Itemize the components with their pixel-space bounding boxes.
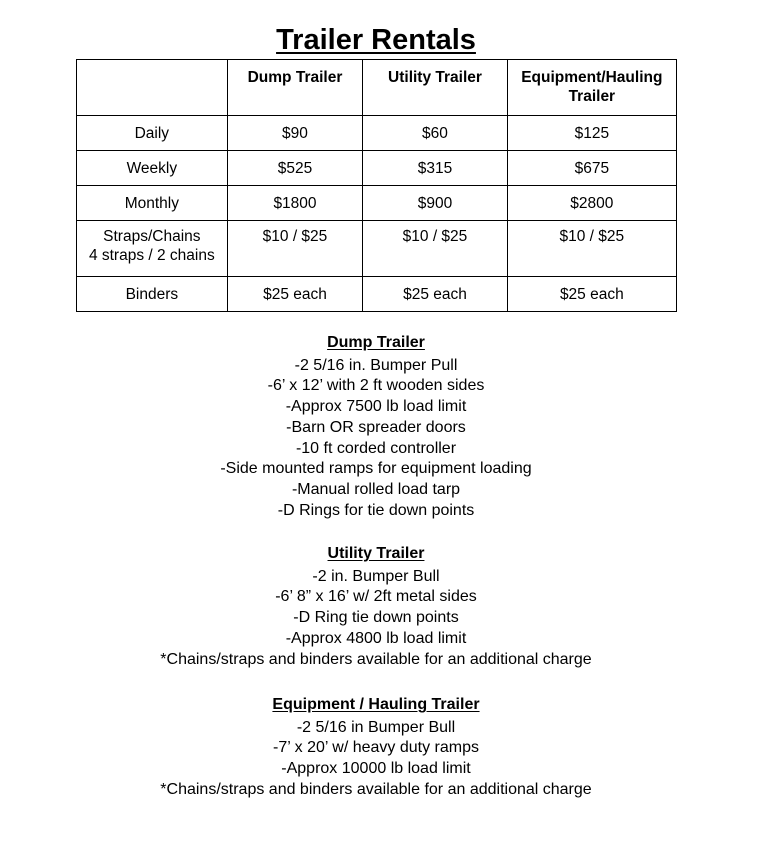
spec-line: -Approx 10000 lb load limit	[281, 760, 471, 778]
spec-line: -7’ x 20’ w/ heavy duty ramps	[272, 739, 479, 757]
table-cell: $525	[227, 151, 363, 186]
page-title: Trailer Rentals	[276, 24, 476, 56]
table-cell: $125	[507, 116, 676, 151]
header-cell-empty	[77, 60, 228, 116]
equipment-trailer-specs	[0, 695, 752, 801]
spec-line: -2 5/16 in Bumper Bull	[296, 718, 456, 736]
table-cell: $10 / $25	[363, 221, 507, 277]
row-label-sub: 4 straps / 2 chains	[88, 247, 215, 264]
spec-line: -D Rings for tie down points	[277, 501, 475, 519]
spec-note: *Chains/straps and binders available for an additional charge	[160, 650, 592, 668]
table-row-weekly	[77, 151, 677, 186]
spec-line: -Manual rolled load tarp	[291, 480, 461, 498]
table-cell: $10 / $25	[507, 221, 676, 277]
table-cell: $2800	[507, 186, 676, 221]
table-header-row	[77, 60, 677, 116]
row-label-main: Straps/Chains	[103, 228, 201, 245]
section-heading: Utility Trailer	[327, 545, 425, 562]
table-cell: $25 each	[227, 277, 363, 312]
table-cell: $90	[227, 116, 363, 151]
table-row-daily	[77, 116, 677, 151]
spec-line: -D Ring tie down points	[293, 609, 459, 627]
rental-rates-table	[76, 59, 677, 312]
table-row-monthly	[77, 186, 677, 221]
header-cell-dump-trailer: Dump Trailer	[227, 60, 363, 116]
row-label	[77, 221, 228, 277]
spec-line: -Barn OR spreader doors	[286, 418, 466, 436]
table-cell: $1800	[227, 186, 363, 221]
spec-line: -6’ 8” x 16’ w/ 2ft metal sides	[275, 588, 477, 606]
spec-line: -2 in. Bumper Bull	[312, 567, 440, 585]
spec-line: -2 5/16 in. Bumper Pull	[294, 356, 458, 374]
section-heading: Equipment / Hauling Trailer	[272, 696, 480, 713]
utility-trailer-specs	[0, 544, 752, 670]
spec-line: -10 ft corded controller	[295, 439, 457, 457]
table-row-straps-chains	[77, 221, 677, 277]
table-row-binders	[77, 277, 677, 312]
table-cell: $675	[507, 151, 676, 186]
spec-line: -Approx 7500 lb load limit	[285, 398, 467, 416]
dump-trailer-specs	[0, 333, 752, 521]
table-cell: $900	[363, 186, 507, 221]
spec-line: -Side mounted ramps for equipment loading	[220, 460, 532, 478]
header-cell-utility-trailer: Utility Trailer	[363, 60, 507, 116]
spec-line: -Approx 4800 lb load limit	[285, 629, 467, 647]
header-cell-equipment-trailer: Equipment/Hauling Trailer	[507, 60, 676, 116]
table-cell: $25 each	[507, 277, 676, 312]
row-label: Monthly	[77, 186, 228, 221]
table-cell: $10 / $25	[227, 221, 363, 277]
row-label: Weekly	[77, 151, 228, 186]
spec-line: -6’ x 12’ with 2 ft wooden sides	[267, 377, 485, 395]
table-cell: $25 each	[363, 277, 507, 312]
row-label: Daily	[77, 116, 228, 151]
table-cell: $315	[363, 151, 507, 186]
table-cell: $60	[363, 116, 507, 151]
row-label: Binders	[77, 277, 228, 312]
section-heading: Dump Trailer	[327, 334, 425, 351]
spec-note: *Chains/straps and binders available for an additional charge	[160, 780, 592, 798]
